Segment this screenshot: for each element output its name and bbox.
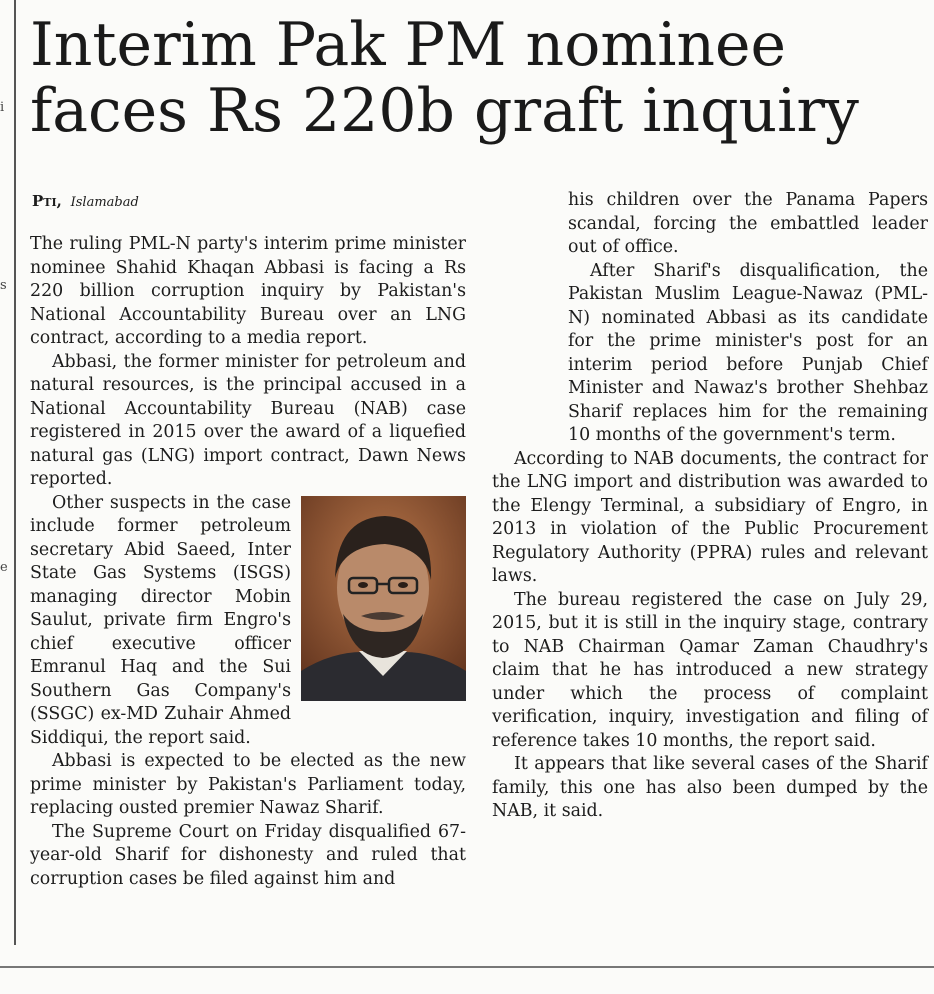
edge-fragment: i xyxy=(0,100,5,115)
edge-fragment: s xyxy=(0,278,7,293)
byline xyxy=(32,192,139,210)
photo-wrap-spacer xyxy=(492,189,568,428)
bottom-rule xyxy=(0,966,934,968)
portrait-photo xyxy=(301,496,466,701)
article-paragraph: According to NAB documents, the contract for the LNG import and distribution was awarded to the Elengy Terminal, a subsidiary of Engro, in 2013 in violation of the Public Procurement Regulatory Authority (PPRA) rules and relevant laws. xyxy=(492,448,928,586)
byline-place: Islamabad xyxy=(70,195,139,210)
article-paragraph: Abbasi, the former minister for petroleum and natural resources, is the principal accused in a National Accountability Bureau (NAB) case registered in 2015 over the award of a liquefied natural gas (LNG) import contract, Dawn News reported. xyxy=(30,351,466,489)
article-paragraph: Other suspects in the case include former petroleum secretary Abid Saeed, Inter State Gas Systems (ISGS) managing director Mobin Saulut, private firm Engro's chief executive officer Emranul Haq and the Sui Southern Gas Company's (SSGC) ex-MD Zuhair Ahmed Siddiqui, the report said. xyxy=(30,492,291,748)
article-paragraph: It appears that like several cases of the Sharif family, this one has also been dumped by the NAB, it said. xyxy=(492,754,928,821)
edge-fragment: e xyxy=(0,560,8,575)
headline: Interim Pak PM nominee faces Rs 220b graft inquiry xyxy=(30,10,859,146)
left-column-rule xyxy=(14,0,16,945)
article-column-right xyxy=(492,189,928,824)
article-paragraph: After Sharif's disqualification, the Pakistan Muslim League-Nawaz (PML-N) nominated Abbasi as its candidate for the prime minister's post for an interim period before Punjab Chief Minister and Nawaz's brother Shehbaz Sharif replaces him for the remaining 10 months of the government's term. xyxy=(568,260,928,445)
article-paragraph: The Supreme Court on Friday disqualified 67-year-old Sharif for dishonesty and ruled that corruption cases be filed against him and xyxy=(30,821,466,889)
portrait-photo-icon xyxy=(301,496,466,701)
article-paragraph: Abbasi is expected to be elected as the new prime minister by Pakistan's Parliament today, replacing ousted premier Nawaz Sharif. xyxy=(30,751,466,818)
article-column-left xyxy=(30,233,466,891)
article-paragraph: The bureau registered the case on July 29, 2015, but it is still in the inquiry stage, contrary to NAB Chairman Qamar Zaman Chaudhry's claim that he has introduced a new strategy under which the process of complaint verification, inquiry, investigation and filing of reference takes 10 months, the report said. xyxy=(492,589,928,751)
article-paragraph: his children over the Panama Papers scandal, forcing the embattled leader out of office. xyxy=(568,190,928,257)
byline-agency: Pti, xyxy=(32,192,62,210)
article-paragraph: The ruling PML-N party's interim prime minister nominee Shahid Khaqan Abbasi is facing a Rs 220 billion corruption inquiry by Pakistan's National Accountability Bureau over an LNG contract, according to a media report. xyxy=(30,234,466,348)
